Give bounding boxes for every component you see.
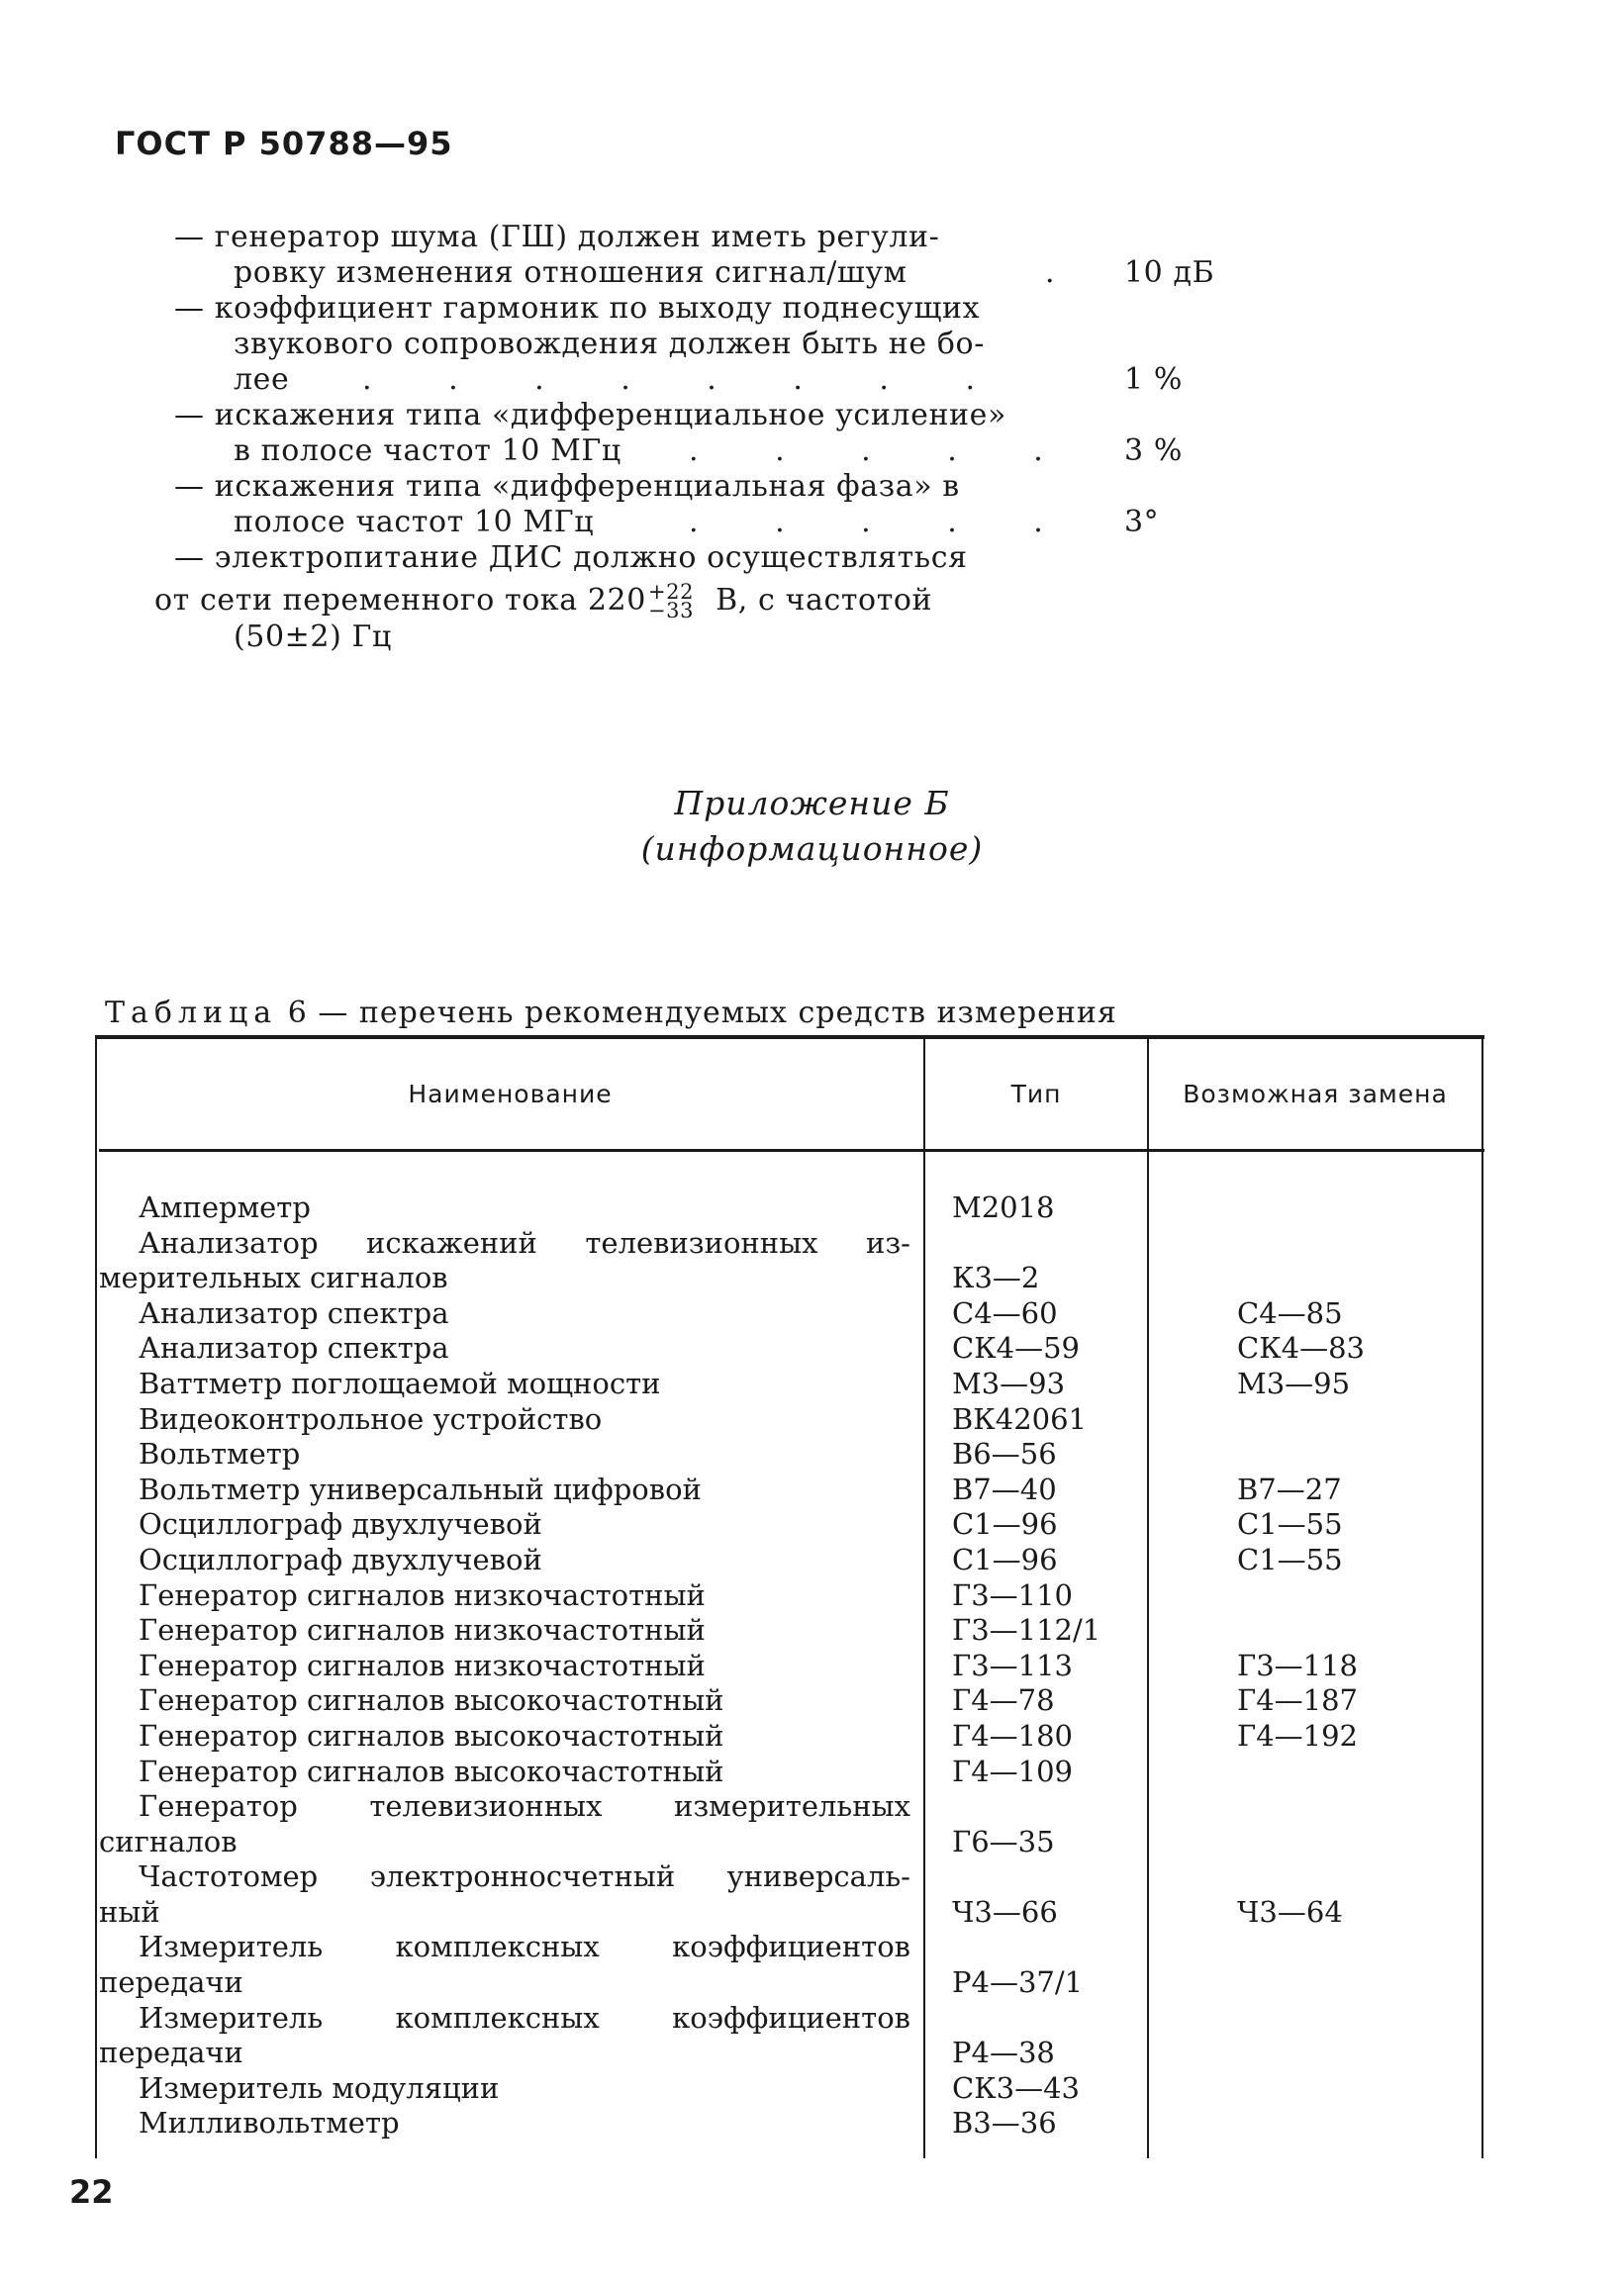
cell-type: Г3—113 (952, 1648, 1074, 1682)
cell-type: ВК42061 (952, 1401, 1088, 1436)
spec-text: звукового сопровождения должен быть не бо- (234, 327, 985, 361)
table-row (0, 1895, 1624, 1931)
spec-value: 3° (1124, 505, 1160, 539)
tolerance-minus: −33 (647, 599, 695, 622)
spec-line (174, 469, 1243, 505)
table-row (0, 1965, 1624, 2001)
cell-name: Измеритель комплексных коэффициентов (139, 1930, 910, 1964)
cell-type: Г4—180 (952, 1718, 1074, 1753)
voltage-tolerance (647, 580, 695, 622)
cell-type: М2018 (952, 1190, 1055, 1224)
table-row (0, 1859, 1624, 1895)
table-row (0, 1543, 1624, 1578)
table-caption-text: 6 — перечень рекомендуемых средств измерения (287, 996, 1117, 1030)
spec-line (174, 398, 1243, 433)
table-row (0, 1437, 1624, 1473)
table-row (0, 1930, 1624, 1965)
column-header-type: Тип (1010, 1080, 1062, 1108)
table-caption-label: Таблица (105, 996, 278, 1030)
table-row (0, 1719, 1624, 1755)
spec-text-formula (154, 576, 932, 625)
table-row (0, 1825, 1624, 1860)
cell-type: М3—93 (952, 1366, 1066, 1400)
table-row (0, 1649, 1624, 1684)
tolerance-plus: +22 (647, 580, 695, 604)
spec-line (174, 255, 1243, 291)
cell-name: Генератор сигналов низкочастотный (139, 1577, 706, 1612)
cell-type: Г3—112/1 (952, 1613, 1101, 1648)
cell-type: СК4—59 (952, 1331, 1080, 1366)
cell-type: Ч3—66 (952, 1894, 1058, 1929)
cell-name: Генератор сигналов высокочастотный (139, 1754, 724, 1788)
table-row (0, 1473, 1624, 1508)
column-header-name: Наименование (408, 1080, 613, 1108)
cell-replacement: В7—27 (1237, 1472, 1342, 1506)
dot-leader: . . . . . (689, 433, 1077, 468)
appendix-subtitle: (информационное) (640, 829, 984, 868)
cell-type: Р4—38 (952, 2036, 1055, 2070)
formula-prefix: от сети переменного тока 220 (154, 583, 646, 618)
spec-text: лее (234, 362, 290, 397)
table-body (0, 1190, 1624, 2142)
column-header-replacement: Возможная замена (1183, 1080, 1448, 1108)
page-number: 22 (69, 2173, 114, 2211)
cell-type: СК3—43 (952, 2070, 1080, 2105)
cell-name: Амперметр (139, 1190, 311, 1224)
spec-text: ровку изменения отношения сигнал/шум (234, 255, 908, 290)
cell-name: Анализатор спектра (139, 1295, 449, 1330)
cell-name: Анализатор искажений телевизионных из- (139, 1225, 910, 1260)
cell-name: Генератор телевизионных измерительных (139, 1789, 910, 1824)
cell-name: Осциллограф двухлучевой (139, 1507, 542, 1542)
table-row (0, 1296, 1624, 1332)
specifications-list (154, 220, 1243, 655)
cell-name: Частотомер электронносчетный универсаль- (139, 1859, 910, 1894)
cell-type: Г4—109 (952, 1754, 1074, 1788)
table-row (0, 2036, 1624, 2071)
spec-text: — электропитание ДИС должно осуществляться (174, 540, 968, 575)
cell-name: мерительных сигналов (99, 1261, 448, 1295)
spec-value: 1 % (1124, 362, 1183, 397)
table-row (0, 1789, 1624, 1825)
table-top-rule (95, 1035, 1484, 1039)
table-row (0, 1402, 1624, 1438)
cell-name: Милливольтметр (139, 2106, 400, 2141)
cell-type: Р4—37/1 (952, 1965, 1084, 2000)
cell-name: Генератор сигналов высокочастотный (139, 1683, 724, 1718)
cell-type: К3—2 (952, 1261, 1040, 1295)
cell-type: Г3—110 (952, 1577, 1074, 1612)
table-row (0, 1261, 1624, 1296)
spec-line (174, 220, 1243, 255)
spec-line (174, 619, 1243, 655)
table-caption (105, 996, 1117, 1030)
cell-name: сигналов (99, 1824, 238, 1858)
cell-replacement: Г3—118 (1237, 1648, 1359, 1682)
cell-name: передачи (99, 2036, 243, 2070)
cell-name: Измеритель модуляции (139, 2070, 500, 2105)
table-row (0, 1613, 1624, 1649)
spec-text: — искажения типа «дифференциальная фаза» в (174, 469, 960, 504)
cell-name: Видеоконтрольное устройство (139, 1401, 603, 1436)
spec-value: 10 дБ (1124, 255, 1215, 290)
table-row (0, 1683, 1624, 1719)
table-row (0, 1578, 1624, 1614)
spec-line (174, 505, 1243, 540)
cell-name: ный (99, 1894, 160, 1929)
dot-leader: . . . . . (689, 505, 1077, 539)
cell-replacement: С1—55 (1237, 1507, 1343, 1542)
spec-value: 3 % (1124, 433, 1183, 468)
cell-replacement: Ч3—64 (1237, 1894, 1343, 1929)
cell-replacement: Г4—192 (1237, 1718, 1359, 1753)
dot-leader: . . . . . . . . (362, 362, 1009, 397)
table-row (0, 1190, 1624, 1226)
dot-leader: . (1045, 255, 1089, 290)
cell-replacement: М3—95 (1237, 1366, 1351, 1400)
spec-text: полосе частот 10 МГц (234, 505, 595, 539)
cell-type: В7—40 (952, 1472, 1057, 1506)
table-row (0, 2106, 1624, 2142)
cell-replacement: С1—55 (1237, 1542, 1343, 1576)
cell-name: Генератор сигналов низкочастотный (139, 1613, 706, 1648)
cell-type: Г4—78 (952, 1683, 1055, 1718)
table-row (0, 1755, 1624, 1790)
spec-line (174, 540, 1243, 576)
cell-type: С1—96 (952, 1507, 1058, 1542)
cell-name: Осциллограф двухлучевой (139, 1542, 542, 1576)
table-row (0, 1226, 1624, 1262)
cell-type: С1—96 (952, 1542, 1058, 1576)
spec-line (174, 433, 1243, 469)
table-header-rule (99, 1149, 1484, 1152)
cell-name: передачи (99, 1965, 243, 2000)
cell-type: Г6—35 (952, 1824, 1055, 1858)
appendix-title: Приложение Б (674, 784, 950, 822)
spec-text: — коэффициент гармоник по выходу поднесущих (174, 291, 981, 326)
cell-name: Вольтметр (139, 1437, 301, 1472)
spec-text: в полосе частот 10 МГц (234, 433, 621, 468)
spec-line (174, 327, 1243, 362)
formula-suffix: В, с частотой (716, 583, 933, 618)
document-header: ГОСТ Р 50788—95 (115, 125, 453, 162)
cell-name: Вольтметр универсальный цифровой (139, 1472, 702, 1506)
cell-name: Измеритель комплексных коэффициентов (139, 2000, 910, 2035)
spec-text: — генератор шума (ГШ) должен иметь регули- (174, 220, 940, 254)
cell-type: В3—36 (952, 2106, 1057, 2141)
spec-text: — искажения типа «дифференциальное усиление» (174, 398, 1006, 432)
table-row (0, 1367, 1624, 1402)
cell-type: С4—60 (952, 1295, 1058, 1330)
cell-name: Генератор сигналов низкочастотный (139, 1648, 706, 1682)
table-row (0, 1507, 1624, 1543)
spec-line (174, 362, 1243, 398)
cell-replacement: СК4—83 (1237, 1331, 1365, 1366)
spec-text: (50±2) Гц (234, 619, 392, 654)
table-row (0, 1331, 1624, 1367)
cell-name: Ваттметр поглощаемой мощности (139, 1366, 661, 1400)
table-row (0, 2001, 1624, 2037)
spec-line (174, 291, 1243, 327)
cell-type: В6—56 (952, 1437, 1057, 1472)
cell-name: Генератор сигналов высокочастотный (139, 1718, 724, 1753)
cell-replacement: С4—85 (1237, 1295, 1343, 1330)
cell-name: Анализатор спектра (139, 1331, 449, 1366)
cell-replacement: Г4—187 (1237, 1683, 1359, 1718)
table-row (0, 2071, 1624, 2107)
spec-line (154, 576, 1243, 622)
